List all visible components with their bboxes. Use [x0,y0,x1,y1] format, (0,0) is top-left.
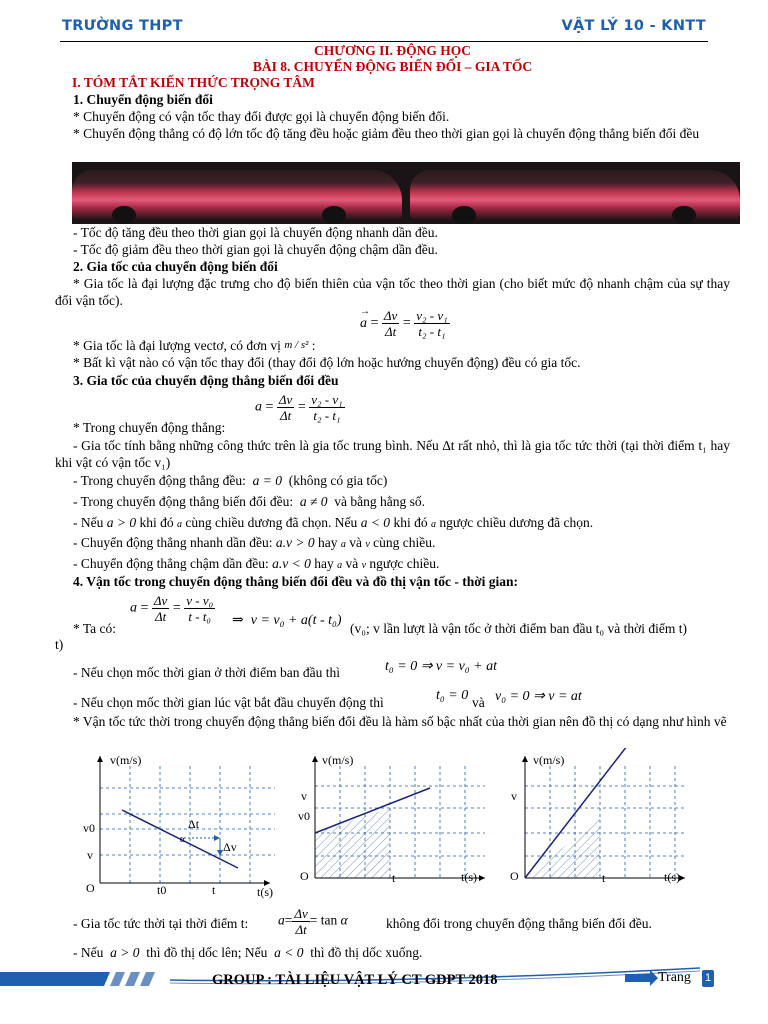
wheel [322,206,346,224]
heading-1: 1. Chuyển động biến đổi [73,92,213,107]
car-photo [72,162,740,224]
formula-tan: a= $\frac{\Delta v}{\Delta t}$ = tan α [278,906,348,937]
math: a = 0 [252,473,282,488]
text: và [349,535,362,550]
paragraph [73,535,435,551]
ylabel: v(m/s) [322,753,354,767]
text: - Chuyển động thẳng chậm dần đều: [73,556,269,571]
label-alpha: α [180,834,185,844]
text: : [311,338,316,353]
label-t: t [392,871,396,885]
text: ngược chiều. [369,556,440,571]
text: * Gia tốc là đại lượng vectơ, có đơn vị [73,338,281,353]
xlabel: t(s) [664,870,680,884]
lesson-title: BÀI 8. CHUYỂN ĐỘNG BIẾN ĐỔI – GIA TỐC [252,59,533,74]
formula-accel-scalar: a = $\frac{\Delta v}{\Delta t}$ = $\frac{\text{v₂ - v₁}}{\text{t₂ - t₁}}$ [255,392,343,423]
footer-page-label: Trang [658,970,691,985]
text: t) [55,637,64,652]
math: a [430,519,436,530]
label-dt: Δt [188,817,200,831]
paragraph [73,494,425,510]
math: a < 0 [360,515,391,530]
page-header [62,18,706,40]
math: a.v < 0 [272,556,311,571]
math: a.v > 0 [275,535,315,550]
math: a > 0 [110,945,140,960]
label-t0: t0 [157,883,167,897]
ylabel: v(m/s) [110,753,142,767]
math: t₀ = 0 ⇒ v = v₀ + at [385,659,498,674]
text: khi đó [393,515,428,530]
math: t₀ = 0 [436,688,469,703]
text: thì đồ thị dốc xuống. [310,945,423,960]
math: v [365,539,370,550]
page-number: 1 [702,970,714,987]
velocity-time-graphs [60,748,750,903]
paragraph [73,515,593,531]
chapter-title: CHƯƠNG II. ĐỘNG HỌC [313,43,471,58]
formula-velocity-result: ⇒ v = v₀ + a(t - t₀) [232,613,342,628]
text: ngược chiều dương đã chọn. [439,515,594,530]
paragraph: * Trong chuyển động thẳng: [73,420,226,435]
text: hay [314,556,334,571]
area-hatch [525,818,600,878]
text: - Nếu [73,945,104,960]
text: - Trong chuyển động thẳng đều: [73,473,246,488]
unit: m / s² [284,339,309,351]
formula-accel-vector: a → = $\frac{\Delta v}{\Delta t}$ = $\frac{\text{v₂ - v₁}}{\text{t₂ - t₁}}$ [360,305,448,339]
wheel [672,206,696,224]
text: thì đồ thị dốc lên; Nếu [146,945,268,960]
label-t: t [602,871,606,885]
paragraph [73,695,384,711]
graph-decelerating [83,753,275,899]
graph-accelerating-v0 [298,753,485,885]
paragraph: - Gia tốc tức thời tại thời điểm t: [73,916,249,931]
origin: O [300,869,309,883]
text: * Ta có: [73,621,117,636]
wheel [452,206,476,224]
paragraph [73,473,387,489]
text: (không có gia tốc) [288,473,388,488]
footer-group: GROUP : TÀI LIỆU VẬT LÝ CT GDPT 2018 [212,972,498,988]
header-divider [60,41,708,42]
paragraph: - Tốc độ tăng đều theo thời gian gọi là chuyển động nhanh dần đều. [73,225,438,240]
paragraph [73,338,316,354]
paragraph: - Gia tốc tính bằng những công thức trên là gia tốc trung bình. Nếu ∆t rất nhỏ, thì là gia tốc tức thời (tại thời điểm t₁ hay khi vật có vận tốc v₁) [55,438,730,470]
text: - Chuyển động thẳng nhanh dần đều: [73,535,273,550]
pointing-hand-icon [625,970,658,986]
paragraph: * Vận tốc tức thời trong chuyển động thẳng biến đổi đều là hàm số bậc nhất của thời gian nên đồ thị có dạng như hình vẽ [73,714,727,729]
text: - Nếu chọn mốc thời gian lúc vật bắt đầu chuyển động thì [73,695,384,710]
math: v₀ = 0 ⇒ v = at [495,689,582,704]
heading-2: 2. Gia tốc của chuyển động biến đổi [73,259,278,274]
xlabel: t(s) [257,885,273,899]
paragraph: - Tốc độ giảm đều theo thời gian gọi là chuyển động chậm dần đều. [73,242,438,257]
text: (v₀; v lần lượt là vận tốc ở thời điểm ban đầu t₀ và thời điểm t) [350,621,687,636]
paragraph: * Bất kì vật nào có vận tốc thay đổi (thay đổi độ lớn hoặc hướng chuyển động) đều có gia tốc. [73,355,581,370]
section-title: I. TÓM TẮT KIẾN THỨC TRỌNG TÂM [72,75,315,90]
math: a [177,519,183,530]
math: a > 0 [106,515,137,530]
text: - Nếu [73,515,104,530]
label-t: t [212,883,216,897]
paragraph [73,945,422,961]
math: a ≠ 0 [299,494,328,509]
label-v0: v0 [298,809,310,823]
math: v [361,560,367,571]
paragraph: * Gia tốc là đại lượng đặc trưng cho độ biến thiên của vận tốc theo thời gian (cho biết mức độ nhanh chậm của sự thay đổi vận tốc). [55,276,730,308]
formula-velocity: a = $\frac{\Delta v}{\Delta t}$ = $\frac{\text{v - v₀}}{\text{t - t₀}}$ [130,593,214,624]
text: hay [317,535,338,550]
school-name: TRƯỜNG THPT [62,18,183,34]
paragraph: * Chuyển động thẳng có độ lớn tốc độ tăng đều hoặc giảm đều theo thời gian gọi là chuyển động thẳng biến đổi đều [73,126,700,141]
text: cùng chiều. [373,535,436,550]
paragraph [73,556,439,572]
heading-3: 3. Gia tốc của chuyển động thẳng biến đổi đều [73,373,339,388]
wheel [112,206,136,224]
math: a [337,560,343,571]
text: cùng chiều dương đã chọn. Nếu [185,515,358,530]
origin: O [510,869,519,883]
text: khi đó [139,515,174,530]
paragraph: - Nếu chọn mốc thời gian ở thời điểm ban đầu thì [73,665,340,680]
label-v: v [301,789,307,803]
label-v: v [87,848,93,862]
subject-name: VẬT LÝ 10 - KNTT [561,18,706,34]
ylabel: v(m/s) [533,753,565,767]
text: và [472,695,485,710]
document-body [55,43,730,142]
text: và bằng hằng số. [334,494,426,509]
text: - Trong chuyển động thẳng biến đổi đều: [73,494,294,509]
paragraph: * Chuyển động có vận tốc thay đổi được gọi là chuyển động biến đổi. [73,109,450,124]
origin: O [86,881,95,895]
math: a [340,539,346,550]
math: a < 0 [274,945,304,960]
text: và [345,556,359,571]
text: không đổi trong chuyển động thẳng biến đổi đều. [386,916,652,931]
label-v: v [511,789,517,803]
graph-accelerating-from-rest [510,748,685,885]
xlabel: t(s) [461,870,477,884]
label-dv: Δv [223,840,237,854]
label-v0: v0 [83,821,95,835]
heading-4: 4. Vận tốc trong chuyển động thẳng biến đổi đều và đồ thị vận tốc - thời gian: [73,574,519,589]
